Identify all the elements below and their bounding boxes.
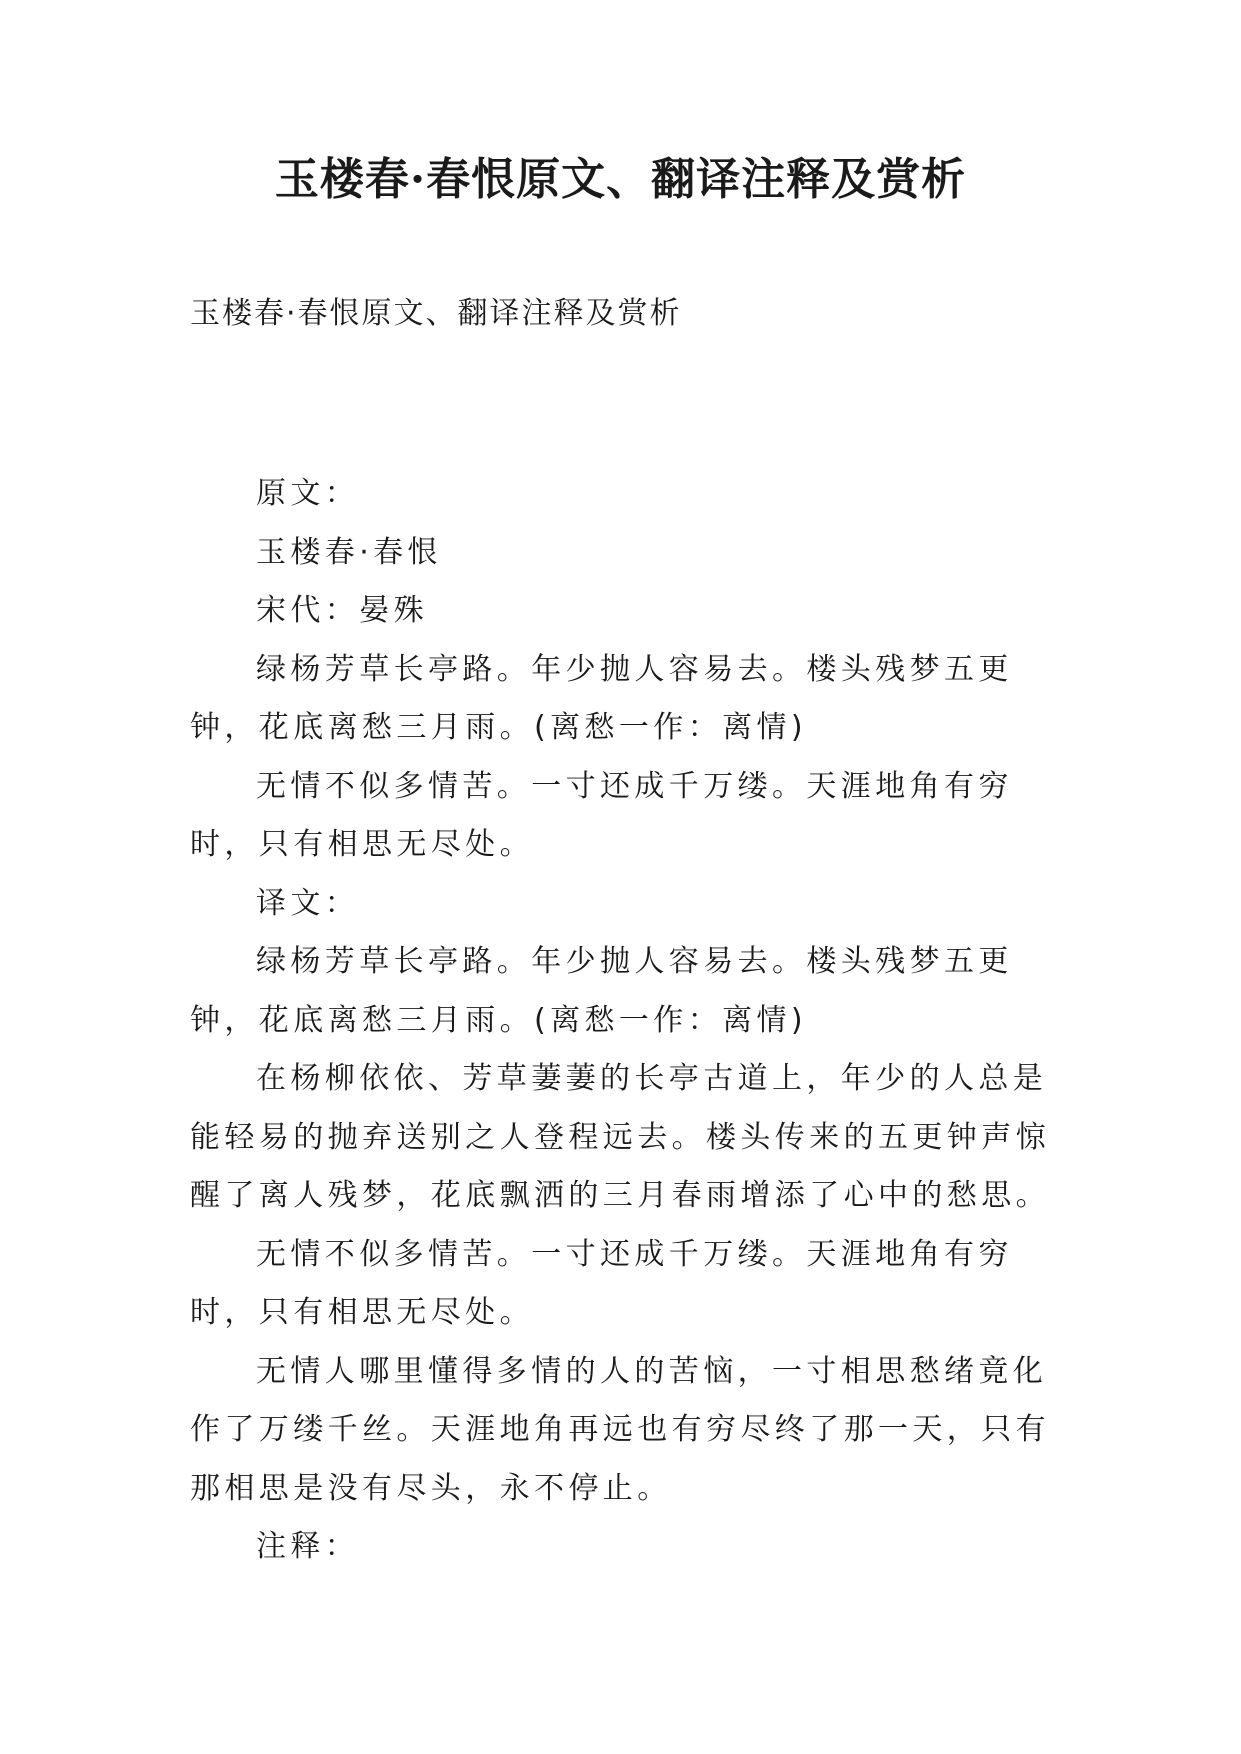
document-subtitle: 玉楼春·春恨原文、翻译注释及赏析 bbox=[190, 296, 682, 331]
section-heading-original: 原文： bbox=[256, 476, 360, 511]
poem-title: 玉楼春·春恨 bbox=[256, 534, 442, 570]
document-title: 玉楼春·春恨原文、翻译注释及赏析 bbox=[274, 154, 967, 205]
translation-source-2: 无情不似多情苦。一寸还成千万缕。天涯地角有穷时，只有相思无尽处。 bbox=[190, 1236, 1013, 1330]
section-heading-translation: 译文： bbox=[256, 885, 360, 921]
translation-text-1: 在杨柳依依、芳草萋萋的长亭古道上，年少的人总是能轻易的抛弃送别之人登程远去。楼头传来的五更钟声惊醒了离人残梦，花底飘洒的三月春雨增添了心中的愁思。 bbox=[190, 1061, 1050, 1213]
document-body bbox=[190, 465, 1070, 1577]
section-heading-notes: 注释： bbox=[256, 1529, 360, 1564]
translation-source-1: 绿杨芳草长亭路。年少抛人容易去。楼头残梦五更钟，花底离愁三月雨。(离愁一作：离情) bbox=[190, 944, 1013, 1038]
translation-text-2: 无情人哪里懂得多情的人的苦恼，一寸相思愁绪竟化作了万缕千丝。天涯地角再远也有穷尽终了那一天，只有那相思是没有尽头，永不停止。 bbox=[190, 1353, 1050, 1506]
poem-stanza-1: 绿杨芳草长亭路。年少抛人容易去。楼头残梦五更钟，花底离愁三月雨。(离愁一作：离情) bbox=[190, 651, 1013, 745]
poem-author: 宋代：晏殊 bbox=[256, 593, 428, 628]
poem-stanza-2: 无情不似多情苦。一寸还成千万缕。天涯地角有穷时，只有相思无尽处。 bbox=[190, 768, 1013, 862]
